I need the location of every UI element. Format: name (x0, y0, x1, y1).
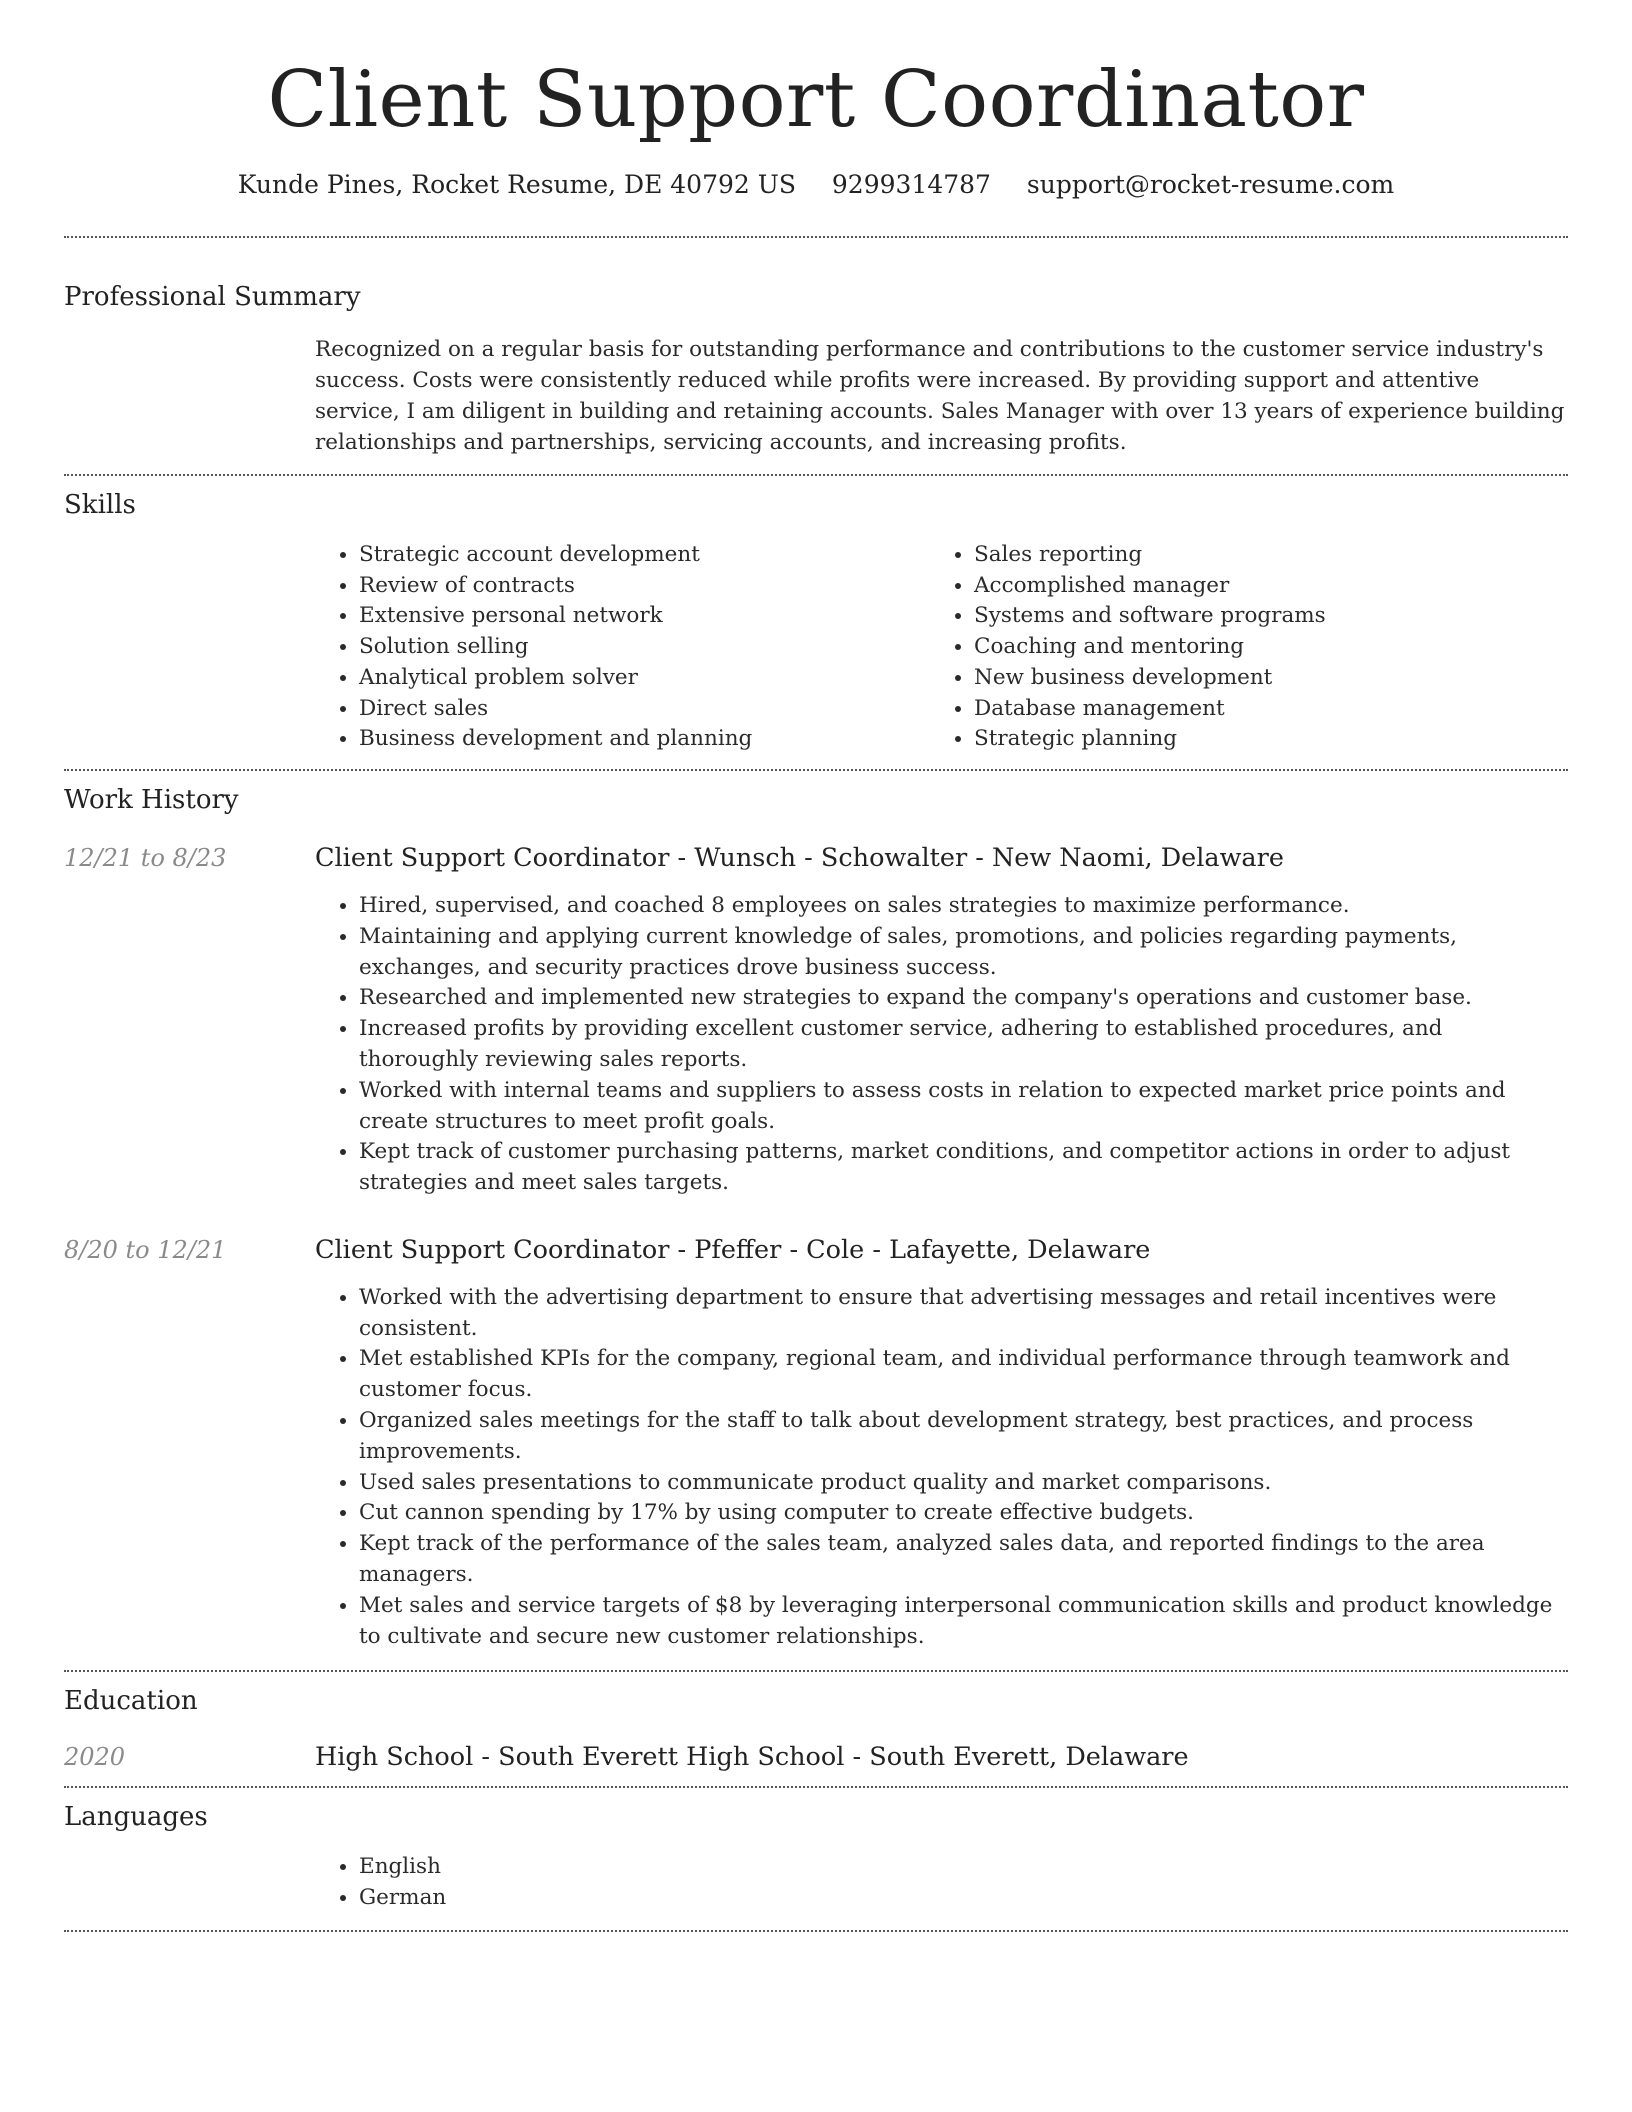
skills-right-column (930, 540, 1545, 755)
resume-page (64, 0, 1568, 1932)
job-bullet: • Worked with internal teams and suppliers to assess costs in relation to expected market price points and create structures to meet profit goals. (359, 1076, 1568, 1138)
summary-text: Recognized on a regular basis for outstanding performance and contributions to the customer service industry's success. Costs were consistently reduced while profits were increased. By providing support and attentive service, I am diligent in building and retaining accounts. Sales Manager with over 13 years of experience building relationships and partnerships, servicing accounts, and increasing profits. (315, 337, 1565, 455)
job-entry (64, 841, 1568, 1199)
job-bullets (315, 891, 1568, 1199)
skill-item: • Business development and planning (359, 724, 930, 755)
job-bullet: • Hired, supervised, and coached 8 employees on sales strategies to maximize performance. (359, 891, 1568, 922)
language-item: • English (359, 1852, 1568, 1883)
education-entry (64, 1740, 1568, 1774)
job-bullet: • Increased profits by providing excellent customer service, adhering to established procedures, and thoroughly reviewing sales reports. (359, 1014, 1568, 1076)
job-bullet: • Cut cannon spending by 17% by using computer to create effective budgets. (359, 1498, 1568, 1529)
work-section (64, 771, 1568, 1671)
skill-item: • Solution selling (359, 632, 930, 663)
summary-title: Professional Summary (64, 282, 361, 312)
skills-left-column (315, 540, 930, 755)
skill-item: • Strategic planning (974, 724, 1545, 755)
skill-item: • Sales reporting (974, 540, 1545, 571)
skills-grid (315, 540, 1568, 755)
skill-item: • New business development (974, 663, 1545, 694)
education-school: High School - South Everett High School - South Everett, Delaware (315, 1742, 1189, 1773)
job-bullets (315, 1283, 1568, 1653)
skill-item: • Systems and software programs (974, 601, 1545, 632)
work-title: Work History (64, 784, 239, 815)
languages-list (315, 1852, 1568, 1914)
job-bullet: • Met established KPIs for the company, regional team, and individual performance through teamwork and customer focus. (359, 1344, 1568, 1406)
contact-email: support@rocket-resume.com (1026, 170, 1395, 199)
contact-address: Kunde Pines, Rocket Resume, DE 40792 US (237, 170, 796, 199)
skill-item: • Review of contracts (359, 571, 930, 602)
languages-title: Languages (64, 1802, 208, 1833)
education-title: Education (64, 1686, 198, 1717)
job-bullet: • Met sales and service targets of $8 by leveraging interpersonal communication skills and product knowledge to cultivate and secure new customer relationships. (359, 1591, 1568, 1653)
education-date: 2020 (64, 1743, 126, 1772)
resume-name: Client Support Coordinator (267, 55, 1365, 145)
languages-divider (64, 1930, 1568, 1932)
skills-section (64, 476, 1568, 755)
contact-line (64, 168, 1568, 202)
job-header (64, 841, 1568, 875)
skill-item: • Extensive personal network (359, 601, 930, 632)
skill-item: • Coaching and mentoring (974, 632, 1545, 663)
job-bullet: • Kept track of customer purchasing patterns, market conditions, and competitor actions in order to adjust strategies and meet sales targets. (359, 1137, 1568, 1199)
job-bullet: • Worked with the advertising department to ensure that advertising messages and retail incentives were consistent. (359, 1283, 1568, 1345)
languages-section (64, 1788, 1568, 1914)
job-bullet: • Organized sales meetings for the staff to talk about development strategy, best practices, and process improvements. (359, 1406, 1568, 1468)
job-bullet: • Maintaining and applying current knowledge of sales, promotions, and policies regarding payments, exchanges, and security practices drove business success. (359, 922, 1568, 984)
job-date: 8/20 to 12/21 (64, 1235, 227, 1264)
skill-item: • Analytical problem solver (359, 663, 930, 694)
summary-section (64, 238, 1568, 458)
education-section (64, 1672, 1568, 1774)
contact-phone: 9299314787 (831, 170, 991, 199)
skill-item: • Accomplished manager (974, 571, 1545, 602)
job-date: 12/21 to 8/23 (64, 843, 227, 872)
job-header (64, 1233, 1568, 1267)
skills-title: Skills (64, 490, 136, 520)
job-title: Client Support Coordinator - Wunsch - Schowalter - New Naomi, Delaware (315, 842, 1284, 873)
job-entry (64, 1233, 1568, 1653)
job-title: Client Support Coordinator - Pfeffer - Cole - Lafayette, Delaware (315, 1234, 1151, 1265)
language-item: • German (359, 1883, 1568, 1914)
skill-item: • Strategic account development (359, 540, 930, 571)
job-bullet: • Researched and implemented new strategies to expand the company's operations and customer base. (359, 983, 1568, 1014)
job-bullet: • Used sales presentations to communicate product quality and market comparisons. (359, 1468, 1568, 1499)
skill-item: • Database management (974, 694, 1545, 725)
job-bullet: • Kept track of the performance of the sales team, analyzed sales data, and reported findings to the area managers. (359, 1529, 1568, 1591)
skill-item: • Direct sales (359, 694, 930, 725)
